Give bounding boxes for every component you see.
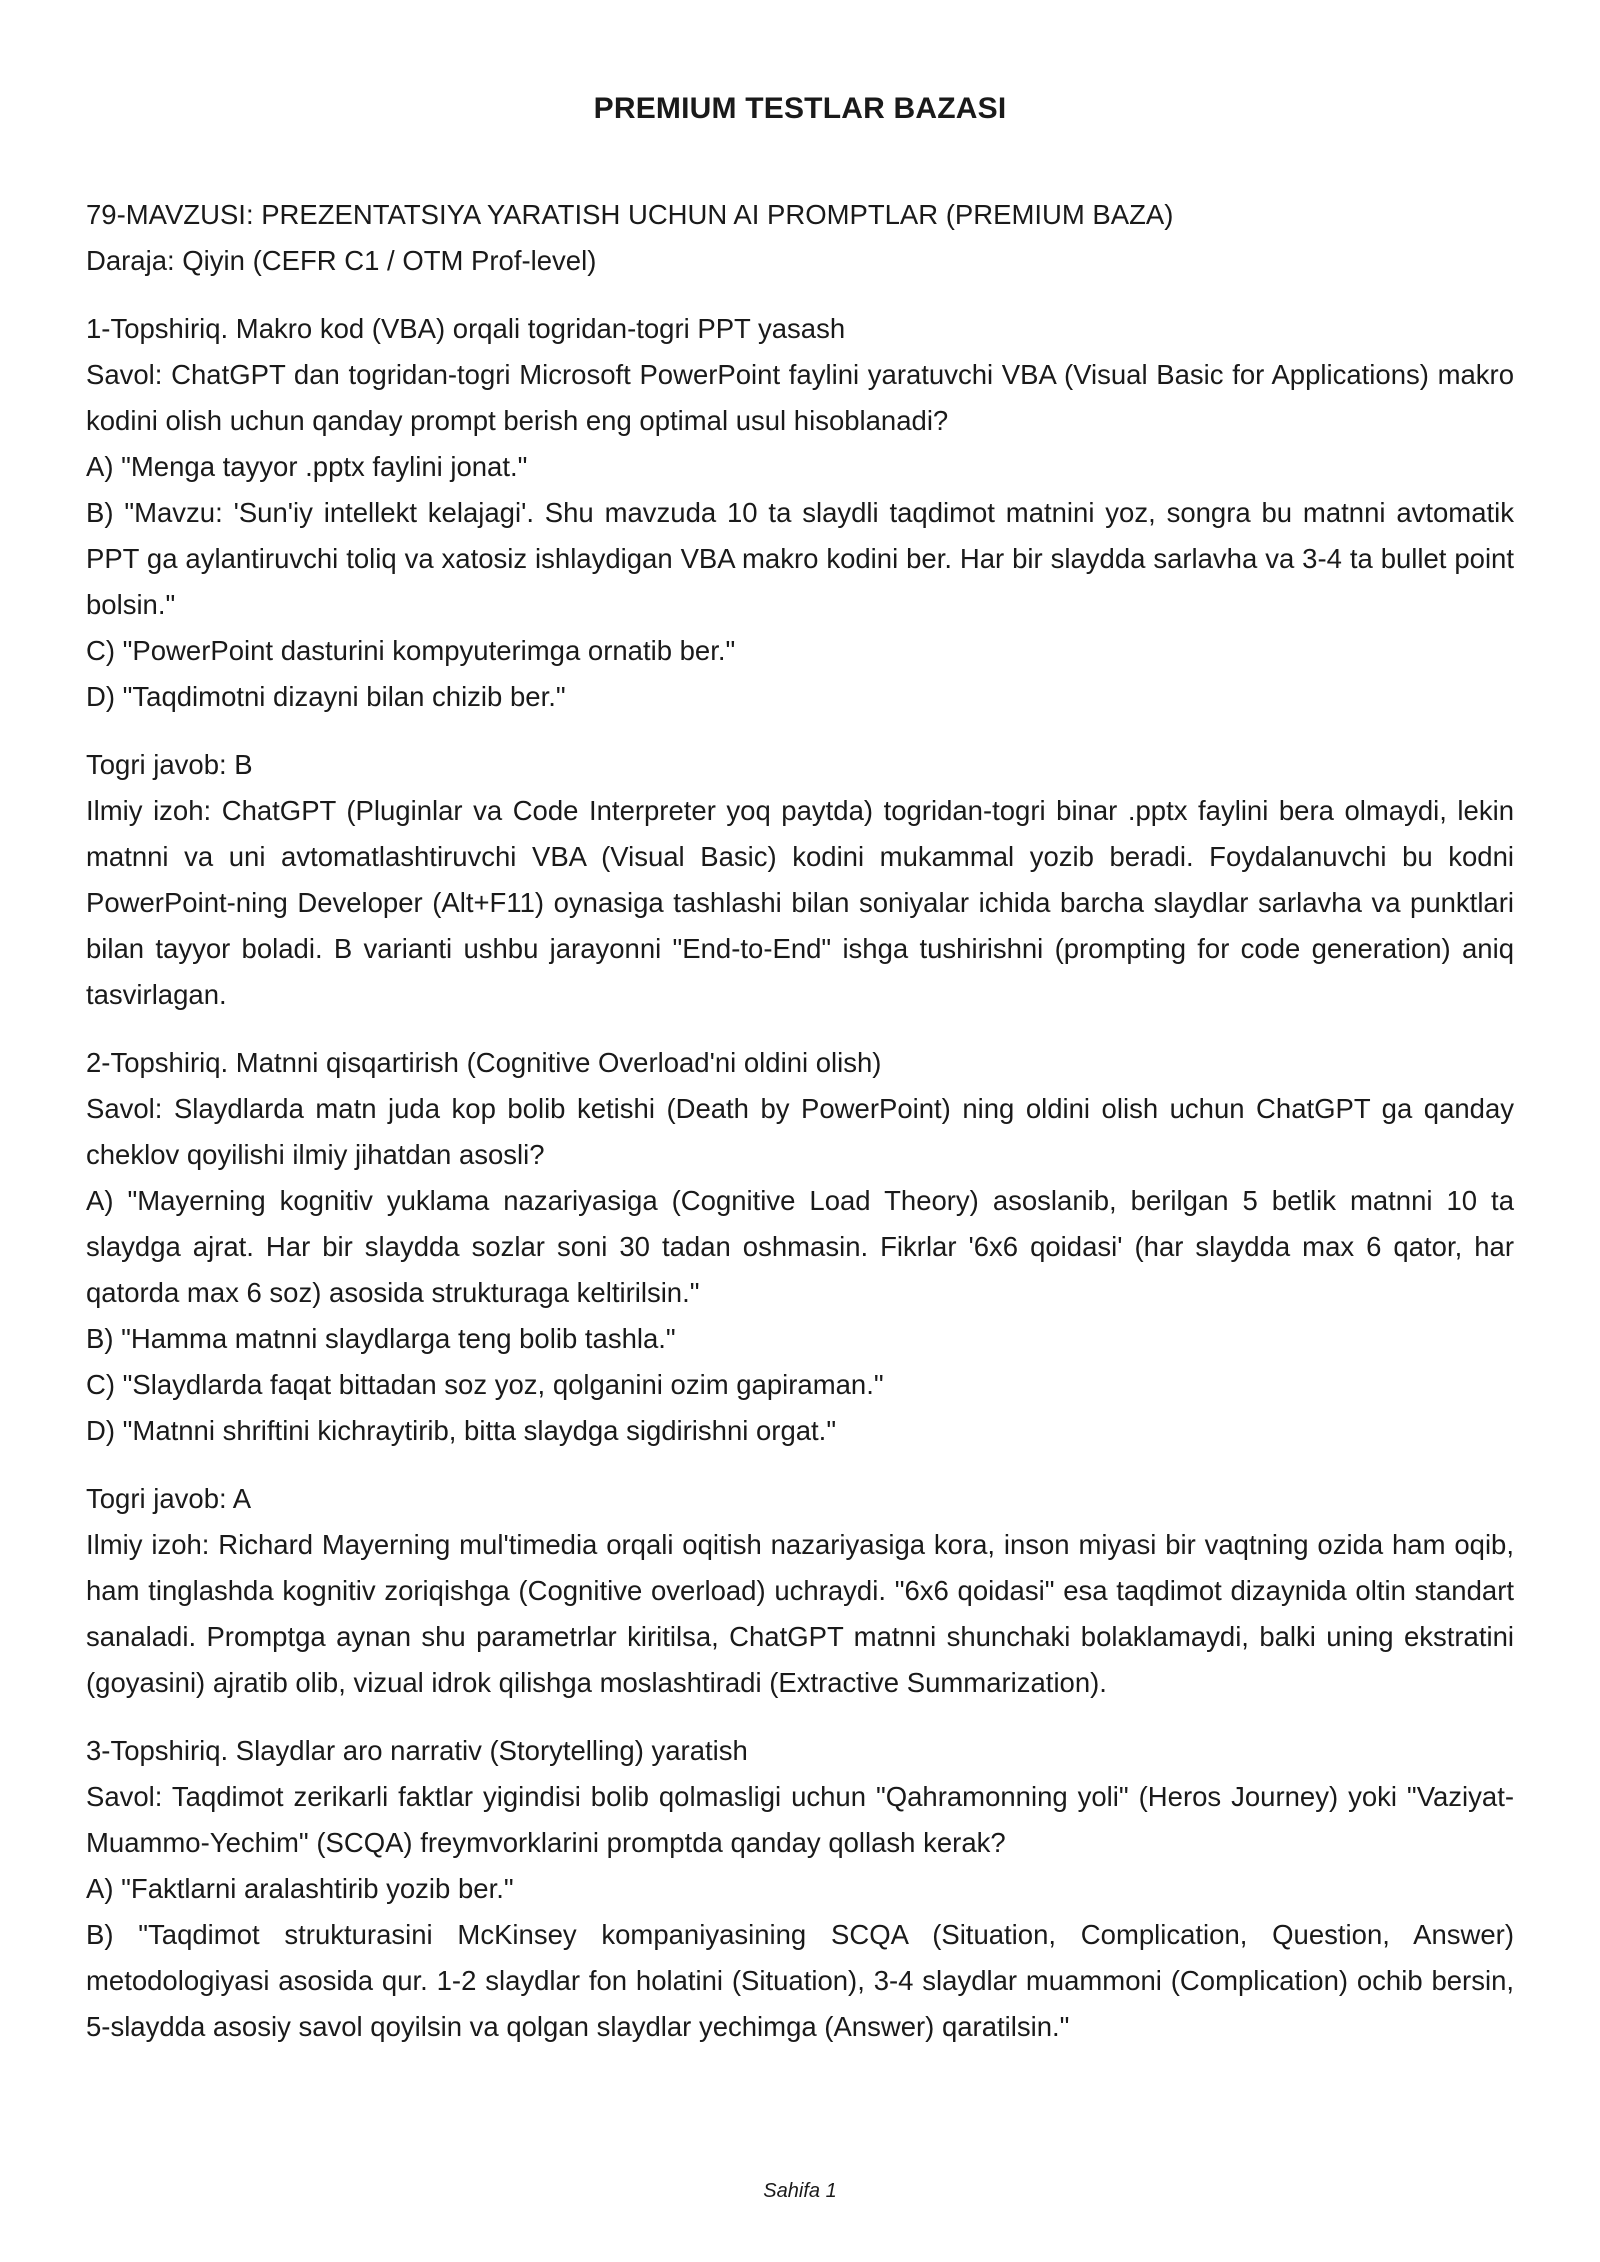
option-b: B) "Taqdimot strukturasini McKinsey kompaniyasining SCQA (Situation, Complication, Question, Answer) metodologiyasi asosida qur. 1-2 slaydlar fon holatini (Situation), 3-4 slaydlar muammoni (Complication) ochib bersin, 5-slaydda asosiy savol qoyilsin va qolgan slaydlar yechimga (Answer) qaratilsin." [86,1919,1514,2042]
task-question: Savol: Taqdimot zerikarli faktlar yigindisi bolib qolmasligi uchun "Qahramonning yoli" (Heros Journey) yoki "Vaziyat-Muammo-Yechim" (SCQA) freymvorklarini promptda qanday qollash kerak? [86,1781,1514,1858]
explanation: Ilmiy izoh: ChatGPT (Pluginlar va Code Interpreter yoq paytda) togridan-togri binar .pptx faylini bera olmaydi, lekin matnni va uni avtomatlashtiruvchi VBA (Visual Basic) kodini mukammal yozib beradi. Foydalanuvchi bu kodni PowerPoint-ning Developer (Alt+F11) oynasiga tashlashi bilan soniyalar ichida barcha slaydlar sarlavha va punktlari bilan tayyor boladi. B varianti ushbu jarayonni "End-to-End" ishga tushirishni (prompting for code generation) aniq tasvirlagan. [86,795,1514,1010]
option-b: B) "Mavzu: 'Sun'iy intellekt kelajagi'. Shu mavzuda 10 ta slaydli taqdimot matnini yoz, songra bu matnni avtomatik PPT ga aylantiruvchi toliq va xatosiz ishlaydigan VBA makro kodini ber. Har bir slaydda sarlavha va 3-4 ta bullet point bolsin." [86,497,1514,620]
option-a: A) "Menga tayyor .pptx faylini jonat." [86,451,528,482]
answer-block [86,742,1514,1018]
task-block [86,306,1514,720]
topic-header [86,192,1514,284]
option-c: C) "PowerPoint dasturini kompyuterimga ornatib ber." [86,635,736,666]
task-heading: 1-Topshiriq. Makro kod (VBA) orqali togridan-togri PPT yasash [86,313,846,344]
task-block [86,1728,1514,2050]
task-question: Savol: Slaydlarda matn juda kop bolib ketishi (Death by PowerPoint) ning oldini olish uchun ChatGPT ga qanday cheklov qoyilishi ilmiy jihatdan asosli? [86,1093,1514,1170]
level-line: Daraja: Qiyin (CEFR C1 / OTM Prof-level) [86,245,597,276]
topic-line: 79-MAVZUSI: PREZENTATSIYA YARATISH UCHUN AI PROMPTLAR (PREMIUM BAZA) [86,199,1174,230]
option-c: C) "Slaydlarda faqat bittadan soz yoz, qolganini ozim gapiraman." [86,1369,884,1400]
document-body [86,192,1514,2072]
option-d: D) "Taqdimotni dizayni bilan chizib ber." [86,681,566,712]
correct-answer: Togri javob: A [86,1483,252,1514]
page-title: PREMIUM TESTLAR BAZASI [593,92,1007,125]
task-question: Savol: ChatGPT dan togridan-togri Microsoft PowerPoint faylini yaratuvchi VBA (Visual Basic for Applications) makro kodini olish uchun qanday prompt berish eng optimal usul hisoblanadi? [86,359,1514,436]
task-block [86,1040,1514,1454]
task-heading: 2-Topshiriq. Matnni qisqartirish (Cognitive Overload'ni oldini olish) [86,1047,882,1078]
option-a: A) "Mayerning kognitiv yuklama nazariyasiga (Cognitive Load Theory) asoslanib, berilgan 5 betlik matnni 10 ta slaydga ajrat. Har bir slaydda sozlar soni 30 tadan oshmasin. Fikrlar '6x6 qoidasi' (har slaydda max 6 qator, har qatorda max 6 soz) asosida strukturaga keltirilsin." [86,1185,1514,1308]
answer-block [86,1476,1514,1706]
explanation: Ilmiy izoh: Richard Mayerning mul'timedia orqali oqitish nazariyasiga kora, inson miyasi bir vaqtning ozida ham oqib, ham tinglashda kognitiv zoriqishga (Cognitive overload) uchraydi. "6x6 qoidasi" esa taqdimot dizaynida oltin standart sanaladi. Promptga aynan shu parametrlar kiritilsa, ChatGPT matnni shunchaki bolaklamaydi, balki uning ekstratini (goyasini) ajratib olib, vizual idrok qilishga moslashtiradi (Extractive Summarization). [86,1529,1514,1698]
option-a: A) "Faktlarni aralashtirib yozib ber." [86,1873,514,1904]
option-b: B) "Hamma matnni slaydlarga teng bolib tashla." [86,1323,676,1354]
task-heading: 3-Topshiriq. Slaydlar aro narrativ (Storytelling) yaratish [86,1735,748,1766]
page-number: Sahifa 1 [763,2180,837,2202]
option-d: D) "Matnni shriftini kichraytirib, bitta slaydga sigdirishni orgat." [86,1415,837,1446]
correct-answer: Togri javob: B [86,749,253,780]
